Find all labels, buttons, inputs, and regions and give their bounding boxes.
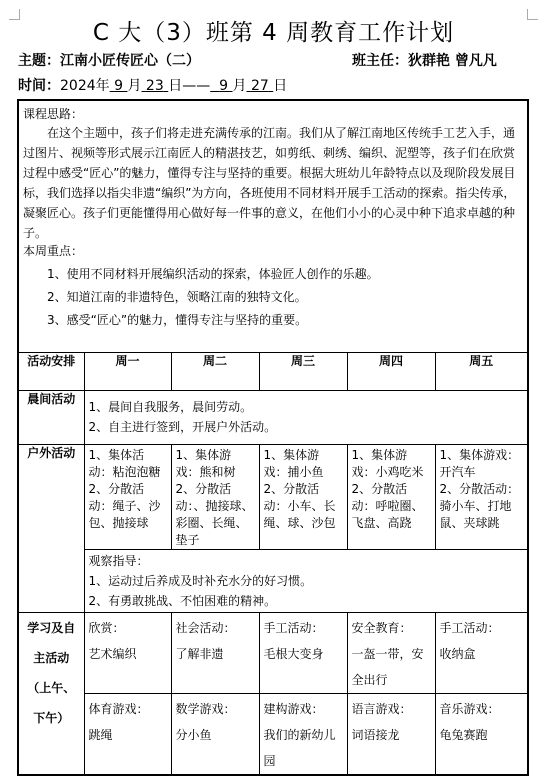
guidance-heading: 观察指导： [88,553,149,568]
study-thu-1 [347,612,435,693]
study-fri-2-category: 音乐游戏： [439,701,500,716]
theme-value: 江南小匠传匠心（二） [60,53,200,69]
intro-heading: 课程思路： [23,107,84,121]
study-mon-1 [84,612,171,693]
study-fri-1 [435,612,528,693]
study-mon-1-name: 艺术编织 [88,646,137,661]
teacher-line [352,50,497,70]
study-wed-1-category: 手工活动： [263,620,324,635]
study-mon-2-category: 体育游戏： [88,701,149,716]
observation-guidance-cell [84,549,528,612]
schedule-header-label: 活动安排 [18,352,84,390]
theme-line [18,50,200,70]
outdoor-tue: 1、集体游戏：熊和树 2、分散活动：、抛接球、彩圈、长绳、垫子 [171,444,259,549]
date-dash: —— [182,78,211,94]
study-thu-1-category: 安全教育： [351,620,412,635]
year-suffix: 年 [95,78,110,94]
day-header-fri: 周五 [435,352,528,390]
study-wed-1-name: 毛根大变身 [263,646,324,661]
day-header-mon: 周一 [84,352,171,390]
outdoor-fri: 1、集体游戏：开汽车 2、分散活动：骑小车、打地鼠、夹球跳 [435,444,528,549]
study-fri-2-name: 龟兔赛跑 [439,727,488,742]
study-fri-1-name: 收纳盒 [439,646,476,661]
course-intro-cell [18,100,528,352]
guidance-line-1: 1、运动过后养成及时补充水分的好习惯。 [88,573,313,588]
outdoor-wed: 1、集体游戏：捕小鱼 2、分散活动：小车、长绳、球、沙包 [259,444,347,549]
study-tue-2-category: 数学游戏： [175,701,236,716]
outdoor-activity-label: 户外活动 [18,444,84,612]
study-wed-1 [259,612,347,693]
morning-line-2: 2、自主进行签到，开展户外活动。 [88,420,277,434]
study-label-line-2: 主活动 [33,650,70,665]
document-title: C 大（3）班第 4 周教育工作计划 [92,20,455,46]
study-tue-1-category: 社会活动： [175,620,236,635]
outdoor-thu: 1、集体游戏：小鸡吃米 2、分散活动：呼啦圈、飞盘、高跷 [347,444,435,549]
time-line [18,75,287,95]
study-wed-2-name: 我们的新幼儿园 [263,727,336,768]
weekly-plan-table [17,99,529,776]
month-char: 月 [127,78,142,94]
study-tue-2-name: 分小鱼 [175,727,212,742]
study-tue-2 [171,693,259,775]
study-thu-2 [347,693,435,775]
morning-activity-label: 晨间活动 [18,390,84,444]
study-wed-2-category: 建构游戏： [263,701,324,716]
focus-point-3: 3、感受“匠心”的魅力，懂得专注与坚持的重要。 [47,313,308,327]
study-tue-1-name: 了解非遗 [175,646,224,661]
study-mon-2 [84,693,171,775]
study-label-line-1: 学习及自 [27,620,76,635]
day-header-wed: 周三 [259,352,347,390]
study-label-line-4: 下午） [33,710,70,725]
intro-paragraph: 在这个主题中，孩子们将走进充满传承的江南。我们从了解江南地区传统手工艺入手，通过图片、视频等形式展示江南匠人的精湛技艺，如剪纸、刺绣、编织、泥塑等，孩子们在欣赏过程中感受“匠心”的魅力，懂得专注与坚持的重要。根据大班幼儿年龄特点以及现阶段发展目标，我们选择以指尖非遗“编织”为方向，各班使用不同材料开展手工活动的探索。指尖传承，凝聚匠心。孩子们更能懂得用心做好每一件事的意义，在他们小小的心灵中种下追求卓越的种子。 [23,126,516,240]
month-char-2: 月 [232,78,247,94]
teacher-names: 狄群艳 曾凡凡 [408,53,497,69]
study-activity-label [18,612,84,775]
study-wed-2 [259,693,347,775]
day-header-thu: 周四 [347,352,435,390]
teacher-label: 班主任： [352,53,408,69]
focus-heading: 本周重点： [23,244,84,258]
theme-label: 主题： [18,53,60,69]
end-day-char: 日 [273,78,288,94]
study-thu-2-category: 语言游戏： [351,701,412,716]
study-thu-1-name: 一盔一带，安全出行 [351,646,424,687]
morning-activity-cell [84,390,528,444]
guidance-line-2: 2、有勇敢挑战、不怕困难的精神。 [88,593,277,608]
study-fri-1-category: 手工活动： [439,620,500,635]
year: 2024 [60,78,96,94]
start-month: 9 [114,78,124,94]
outdoor-mon: 1、集体活动：粘泡泡糖 2、分散活动：绳子、沙包、抛接球 [84,444,171,549]
day-char: 日 [168,78,183,94]
focus-point-2: 2、知道江南的非遗特色，领略江南的独特文化。 [47,290,307,304]
study-thu-2-name: 词语接龙 [351,727,400,742]
study-tue-1 [171,612,259,693]
start-day: 23 [145,78,164,94]
study-label-line-3: （上午、 [27,680,76,695]
study-mon-1-category: 欣赏： [88,620,125,635]
end-month: 9 [219,78,229,94]
morning-line-1: 1、晨间自我服务，晨间劳动。 [88,400,253,414]
day-header-tue: 周二 [171,352,259,390]
end-day: 27 [250,78,269,94]
study-fri-2 [435,693,528,775]
time-label: 时间： [18,78,60,94]
study-mon-2-name: 跳绳 [88,727,113,742]
focus-point-1: 1、使用不同材料开展编织活动的探索，体验匠人创作的乐趣。 [47,267,379,281]
